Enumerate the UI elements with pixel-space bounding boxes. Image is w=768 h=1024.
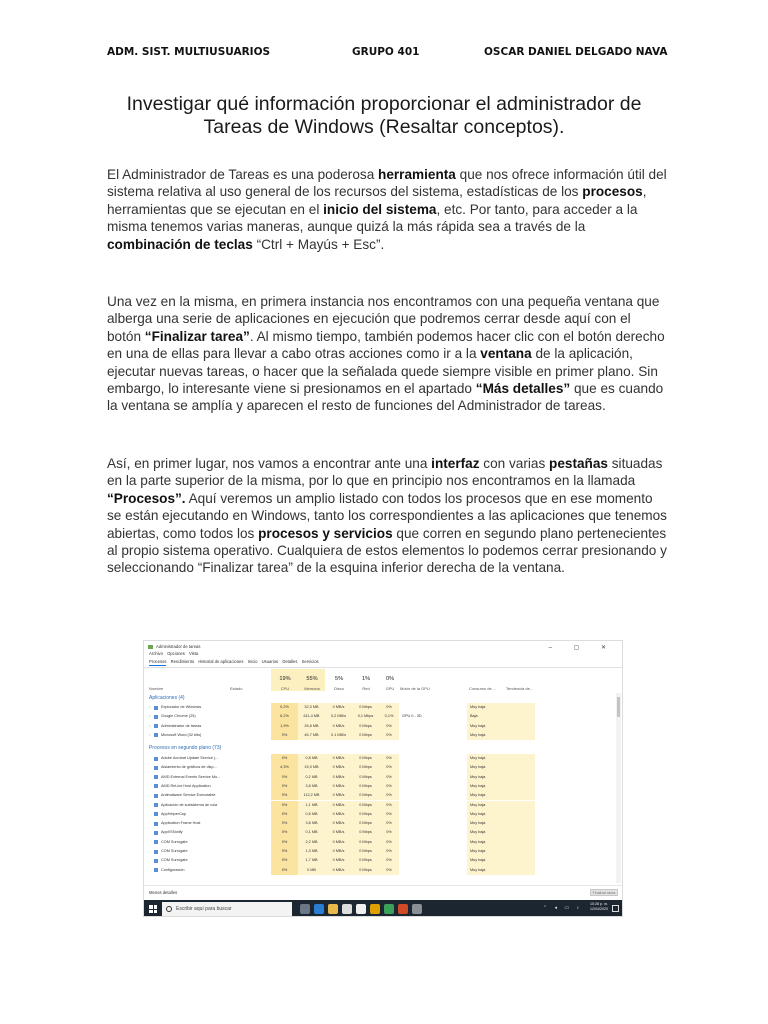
paragraph-text: que nos ofrece información útil del sistema relativa al uso general de los recursos del sistema, estadísticas de los: [107, 167, 667, 200]
process-cpu: 1,9%: [280, 723, 289, 728]
highlighted-concept: inicio del sistema: [323, 201, 437, 217]
process-mem: 611,4 MB: [303, 714, 320, 719]
expand-chevron-icon[interactable]: ›: [149, 714, 151, 719]
paragraph-text: . Al mismo tiempo, también podemos hacer clic con el botón derecho en una de ellas para llevar a cabo otras acciones como ir a la: [107, 328, 665, 362]
task-manager-screenshot: [143, 640, 623, 917]
process-mem: 0,6 MB: [305, 811, 318, 816]
document-title: Investigar qué información proporcionar el administrador de Tareas de Windows (Resaltar conceptos).: [126, 93, 642, 138]
section-background: Procesos en segundo plano (73): [149, 745, 222, 751]
process-power: Muy baja: [470, 783, 486, 788]
process-name: Administrador de tareas: [161, 723, 202, 728]
process-disk: 0 MB/s: [332, 867, 345, 872]
cell-bg: [505, 810, 535, 819]
mail-icon[interactable]: [356, 904, 366, 914]
cell-bg: [505, 819, 535, 828]
process-net: 0 Mbps: [359, 783, 372, 788]
process-net: 0 Mbps: [359, 849, 372, 853]
process-name: AMD External Events Service Mo...: [161, 774, 221, 779]
process-mem: 1,7 MB: [305, 858, 318, 863]
process-row[interactable]: [144, 828, 614, 837]
process-net: 0,1 Mbps: [357, 714, 374, 719]
process-row[interactable]: [144, 763, 614, 772]
process-icon: [154, 775, 158, 779]
expand-chevron-icon[interactable]: ›: [149, 732, 151, 737]
tab-detalles[interactable]: Detalles: [282, 659, 298, 664]
paragraph-2: [107, 293, 667, 415]
process-power: Muy baja: [470, 793, 486, 798]
process-gpu: 0%: [386, 839, 392, 844]
process-disk: 0 MB/s: [332, 756, 345, 760]
col-cpu[interactable]: CPU: [280, 686, 290, 691]
process-name: AppXSNotify: [161, 830, 183, 835]
highlighted-concept: combinación de teclas: [107, 236, 253, 252]
process-power: Muy baja: [470, 705, 486, 709]
clock-time: 10:28 p. m.: [590, 902, 608, 906]
col-power[interactable]: Consumo de ...: [469, 686, 497, 691]
highlighted-concept: interfaz: [431, 456, 480, 471]
tab-historial[interactable]: Historial de aplicaciones: [198, 659, 244, 664]
process-name: Configuración: [161, 867, 185, 872]
process-net: 0 Mbps: [359, 802, 372, 807]
process-name: COM Surrogate: [161, 858, 188, 863]
process-icon: [154, 784, 158, 788]
col-name[interactable]: Nombre: [149, 686, 164, 691]
col-gpu[interactable]: GPU: [385, 686, 395, 691]
process-net: 0 Mbps: [359, 811, 372, 816]
process-name: Google Chrome (25): [161, 714, 196, 719]
paragraph-text: Aquí veremos un amplio listado con todos los procesos que en ese momento se están ejecutando en Windows, tanto los correspondientes a las aplicaciones que tenemos abiertas, como todos los: [107, 490, 667, 541]
subject-label: ADM. SIST. MULTIUSUARIOS: [107, 46, 271, 58]
process-gpu: 0%: [386, 723, 392, 728]
paragraph-1: [107, 166, 667, 253]
process-power: Muy baja: [470, 867, 486, 872]
cell-bg: [505, 856, 535, 865]
tab-usuarios[interactable]: Usuarios: [261, 659, 279, 664]
process-cpu: 6,2%: [280, 714, 289, 719]
process-mem: 15,0 MB: [304, 765, 319, 770]
process-power: Muy baja: [470, 774, 486, 779]
system-tray-icons[interactable]: ⌃ ◂ ▭ ♪: [542, 905, 582, 911]
document-header: [107, 46, 667, 62]
process-power: Muy baja: [470, 723, 486, 728]
process-net: 0 Mbps: [359, 793, 372, 798]
process-disk: 0 MB/s: [332, 774, 345, 779]
process-cpu: 0%: [281, 867, 288, 872]
process-icon: [154, 822, 158, 826]
process-name: AppHelperCap: [161, 811, 186, 816]
cell-bg: [505, 838, 535, 847]
process-net: 0 Mbps: [359, 756, 372, 760]
paragraph-text: que corren en segundo plano pertenecientes al propio sistema operativo. Cualquiera de estos elementos lo podemos cerrar presionando y seleccionando “Finalizar tarea” de la esquina inferior derecha de la ventana.: [107, 525, 667, 576]
cell-bg: [505, 731, 535, 740]
tab-inicio[interactable]: Inicio: [247, 659, 258, 664]
process-name: Application Frame Host: [161, 821, 201, 826]
process-gpu: 0%: [386, 732, 392, 737]
process-mem: 1,1 MB: [305, 802, 318, 807]
highlighted-concept: “Más detalles”: [475, 381, 571, 397]
task-view-icon[interactable]: [300, 904, 310, 914]
process-icon: [154, 715, 158, 719]
process-power: Muy baja: [470, 756, 486, 760]
process-name: Explorador de Windows: [161, 705, 202, 709]
process-power: Muy baja: [470, 811, 486, 816]
process-net: 0 Mbps: [359, 858, 372, 863]
process-power: Muy baja: [470, 839, 486, 844]
process-disk: 0 MB/s: [332, 765, 345, 770]
paragraph-text: , etc. Por tanto, para acceder a la misma tenemos varias maneras, aunque quizá la más rápida sea a través de la: [107, 201, 638, 235]
col-disk[interactable]: Disco: [333, 686, 344, 691]
process-disk: 0 MB/s: [332, 839, 345, 844]
process-cpu: 0%: [281, 732, 288, 737]
process-row[interactable]: [144, 722, 614, 731]
process-power: Muy baja: [470, 849, 486, 853]
less-details-button[interactable]: Menos detalles: [149, 890, 178, 895]
tm-tabs: [144, 659, 622, 665]
app-icon-gray[interactable]: [412, 904, 422, 914]
menu-vista[interactable]: Vista: [189, 651, 199, 656]
col-gpu-engine[interactable]: Motor de la GPU: [400, 686, 430, 691]
process-row[interactable]: [144, 712, 614, 721]
highlighted-concept: “Finalizar tarea”: [144, 328, 250, 344]
process-disk: 0 MB/s: [332, 830, 345, 835]
process-power: Muy baja: [470, 765, 486, 770]
process-mem: 46,7 MB: [304, 732, 319, 737]
disk-pct: 5%: [334, 676, 344, 682]
col-net[interactable]: Red: [362, 686, 370, 691]
scroll-thumb[interactable]: [617, 697, 620, 717]
process-row[interactable]: [144, 703, 614, 712]
cell-bg: [505, 763, 535, 772]
process-icon: [154, 868, 158, 872]
process-gpu: 0%: [386, 756, 392, 760]
group-label: GRUPO 401: [352, 46, 420, 58]
process-row[interactable]: [144, 731, 614, 740]
process-cpu: 0%: [281, 849, 288, 853]
process-gpu: 0%: [386, 774, 392, 779]
process-mem: 2,2 MB: [305, 839, 318, 844]
process-row[interactable]: [144, 773, 614, 782]
process-icon: [154, 794, 158, 798]
process-mem: 3,8 MB: [305, 821, 318, 826]
process-mem: 32,0 MB: [304, 705, 319, 709]
paragraph-text: “Ctrl + Mayús + Esc”.: [252, 236, 385, 252]
process-net: 0 Mbps: [359, 830, 372, 835]
process-gpu: 0%: [386, 705, 392, 709]
highlighted-concept: ventana: [480, 346, 532, 362]
process-cpu: 0%: [281, 774, 288, 779]
process-cpu: 0,2%: [280, 705, 289, 709]
section-apps: Aplicaciones (4): [149, 695, 185, 701]
process-cpu: 0%: [281, 830, 288, 835]
process-row[interactable]: [144, 801, 614, 810]
highlighted-concept: procesos y servicios: [258, 525, 393, 541]
process-name: Antimalware Service Executable: [161, 793, 216, 798]
process-mem: 0,2 MB: [305, 774, 318, 779]
notification-icon[interactable]: [612, 905, 619, 912]
author-label: OSCAR DANIEL DELGADO NAVA: [484, 46, 668, 58]
cell-bg: [505, 828, 535, 837]
process-gpu: 0,1%: [384, 714, 394, 719]
menu-archivo[interactable]: Archivo: [149, 651, 163, 656]
process-disk: 0 MB/s: [332, 802, 345, 807]
edge-icon[interactable]: [314, 904, 324, 914]
app-icon-green[interactable]: [384, 904, 394, 914]
tab-procesos[interactable]: Procesos: [149, 659, 167, 664]
paragraph-3: [107, 455, 667, 577]
cell-bg: [505, 703, 535, 712]
process-power: Muy baja: [470, 858, 486, 863]
paragraph-text: Así, en primer lugar, nos vamos a encontrar ante una: [107, 456, 432, 471]
process-name: Aplicación de subsistema de cola: [161, 802, 218, 807]
process-name: COM Surrogate: [161, 839, 188, 844]
cell-bg: [505, 782, 535, 791]
expand-chevron-icon[interactable]: ›: [149, 705, 151, 709]
cell-bg: [505, 754, 535, 763]
paragraph-text: , herramientas que se ejecutan en el: [107, 184, 647, 217]
mem-pct: 55%: [306, 676, 318, 682]
process-row[interactable]: [144, 782, 614, 791]
process-icon: [154, 840, 158, 844]
paragraph-text: que es cuando la ventana se amplía y aparecen el resto de funciones del Administrador de tareas.: [107, 381, 664, 414]
process-disk: 0 MB/s: [332, 783, 345, 788]
process-cpu: 0%: [281, 858, 288, 863]
highlighted-concept: “Procesos”.: [107, 490, 186, 506]
process-gpu: 0%: [386, 793, 392, 798]
process-power: Muy baja: [470, 802, 486, 807]
process-row[interactable]: [144, 754, 614, 763]
process-row[interactable]: [144, 810, 614, 819]
tm-scrollbar[interactable]: [616, 693, 621, 883]
process-disk: 0 MB/s: [332, 849, 345, 853]
process-icon: [154, 831, 158, 835]
tm-menubar: [144, 651, 622, 657]
process-net: 0 Mbps: [359, 732, 372, 737]
process-icon: [154, 766, 158, 770]
clock[interactable]: [590, 902, 608, 912]
process-cpu: 0%: [281, 811, 288, 816]
net-pct: 1%: [361, 676, 371, 682]
expand-chevron-icon[interactable]: ›: [149, 723, 151, 728]
process-gpu-engine: GPU 0 - 3D: [402, 714, 422, 719]
process-net: 0 Mbps: [359, 723, 372, 728]
process-row[interactable]: [144, 819, 614, 828]
process-icon: [154, 733, 158, 737]
process-cpu: 0%: [281, 783, 288, 788]
process-gpu: 0%: [386, 849, 392, 853]
process-mem: 0,1 MB: [305, 830, 318, 835]
cell-bg: [505, 791, 535, 800]
paragraph-text: con varias: [479, 456, 550, 471]
cell-bg: [505, 847, 535, 856]
process-disk: 0,2 MB/s: [331, 714, 346, 719]
paragraph-text: situadas en la parte superior de la misma, por lo que en principio nos encontramos en la llamada: [107, 456, 663, 489]
process-row[interactable]: [144, 838, 614, 847]
process-gpu: 0%: [386, 858, 392, 863]
taskbar-search-input[interactable]: [162, 902, 292, 916]
paragraph-text: El Administrador de Tareas es una poderosa: [107, 167, 379, 182]
process-power: Baja: [470, 714, 478, 719]
col-power-trend[interactable]: Tendencia de...: [506, 686, 534, 691]
process-icon: [154, 850, 158, 854]
search-placeholder: Escribir aquí para buscar: [176, 906, 232, 912]
process-disk: 0 MB/s: [332, 858, 345, 863]
process-cpu: 0%: [281, 756, 288, 760]
process-disk: 0 MB/s: [332, 705, 345, 709]
task-manager-icon: [148, 645, 153, 649]
cell-bg: [505, 773, 535, 782]
highlighted-concept: herramienta: [378, 167, 456, 182]
process-mem: 1,3 MB: [305, 849, 318, 853]
process-mem: 0 MB: [307, 867, 316, 872]
process-power: Muy baja: [470, 830, 486, 835]
process-disk: 0 MB/s: [332, 811, 345, 816]
process-mem: 112,2 MB: [303, 793, 320, 798]
process-name: COM Surrogate: [161, 849, 188, 853]
menu-opciones[interactable]: Opciones: [167, 651, 185, 656]
process-row[interactable]: [144, 791, 614, 800]
window-controls[interactable]: – ▢ ✕: [548, 645, 616, 651]
tm-divider: [144, 667, 622, 668]
cell-bg: [505, 866, 535, 875]
process-gpu: 0%: [386, 821, 392, 826]
tm-titlebar: [144, 644, 622, 650]
process-cpu: 0%: [281, 802, 288, 807]
process-gpu: 0%: [386, 811, 392, 816]
process-cpu: 4,3%: [280, 765, 289, 770]
tm-footer: [144, 885, 622, 898]
cpu-pct: 19%: [279, 676, 291, 682]
col-status[interactable]: Estado: [230, 686, 243, 691]
process-disk: 0 MB/s: [332, 723, 345, 728]
process-row[interactable]: [144, 847, 614, 856]
store-icon[interactable]: [342, 904, 352, 914]
process-cpu: 0%: [281, 839, 288, 844]
clock-date: 12/04/2020: [590, 907, 608, 911]
highlighted-concept: procesos: [582, 184, 643, 200]
process-cpu: 0%: [281, 821, 288, 826]
process-gpu: 0%: [386, 867, 392, 872]
search-icon: [166, 906, 172, 912]
tab-servicios[interactable]: Servicios: [301, 659, 319, 664]
process-icon: [154, 724, 158, 728]
process-disk: 0,1 MB/s: [331, 732, 346, 737]
process-icon: [154, 706, 158, 710]
process-row[interactable]: [144, 856, 614, 865]
process-net: 0 Mbps: [359, 705, 372, 709]
process-name: Adobe Acrobat Update Service (...: [161, 756, 219, 760]
tm-window-title: Administrador de tareas: [156, 644, 201, 649]
process-icon: [154, 803, 158, 807]
gpu-pct: 0%: [385, 676, 395, 682]
process-power: Muy baja: [470, 732, 486, 737]
process-net: 0 Mbps: [359, 765, 372, 770]
process-name: AMD ReLive Host Application: [161, 783, 211, 788]
process-disk: 0 MB/s: [332, 793, 345, 798]
process-gpu: 0%: [386, 802, 392, 807]
highlighted-concept: pestañas: [549, 456, 608, 471]
windows-taskbar: [144, 900, 622, 917]
end-task-button[interactable]: Finalizar tarea: [590, 889, 618, 896]
process-net: 0 Mbps: [359, 821, 372, 826]
cell-bg: [505, 722, 535, 731]
cell-bg: [505, 801, 535, 810]
app-icon-red[interactable]: [398, 904, 408, 914]
col-mem[interactable]: Memoria: [304, 686, 320, 691]
process-net: 0 Mbps: [359, 867, 372, 872]
process-icon: [154, 859, 158, 863]
tab-rendimiento[interactable]: Rendimiento: [170, 659, 195, 664]
paragraph-text: de la aplicación, ejecutar nuevas tareas, o hacer que la señalada quede siempre visible en primer plano. Sin embargo, lo interesante viene si presionamos en el apartado: [107, 346, 658, 397]
process-icon: [154, 757, 158, 761]
process-gpu: 0%: [386, 765, 392, 770]
process-mem: 3,8 MB: [305, 783, 318, 788]
paragraph-text: Una vez en la misma, en primera instancia nos encontramos con una pequeña ventana que alberga una serie de aplicaciones en ejecución que podremos cerrar desde aquí con el botón: [107, 294, 660, 344]
process-name: Microsoft Word (32 bits): [161, 732, 202, 737]
process-gpu: 0%: [386, 783, 392, 788]
chrome-icon[interactable]: [370, 904, 380, 914]
process-power: Muy baja: [470, 821, 486, 826]
process-mem: 0,8 MB: [305, 756, 318, 760]
windows-start-icon[interactable]: [149, 905, 157, 913]
process-net: 0 Mbps: [359, 839, 372, 844]
process-mem: 26,6 MB: [304, 723, 319, 728]
process-net: 0 Mbps: [359, 774, 372, 779]
process-gpu: 0%: [386, 830, 392, 835]
file-explorer-icon[interactable]: [328, 904, 338, 914]
process-row[interactable]: [144, 866, 614, 875]
process-cpu: 0%: [281, 793, 288, 798]
process-icon: [154, 812, 158, 816]
cell-bg: [505, 712, 535, 721]
process-disk: 0 MB/s: [332, 821, 345, 826]
process-name: Aislamiento de gráficos de disp...: [161, 765, 217, 770]
